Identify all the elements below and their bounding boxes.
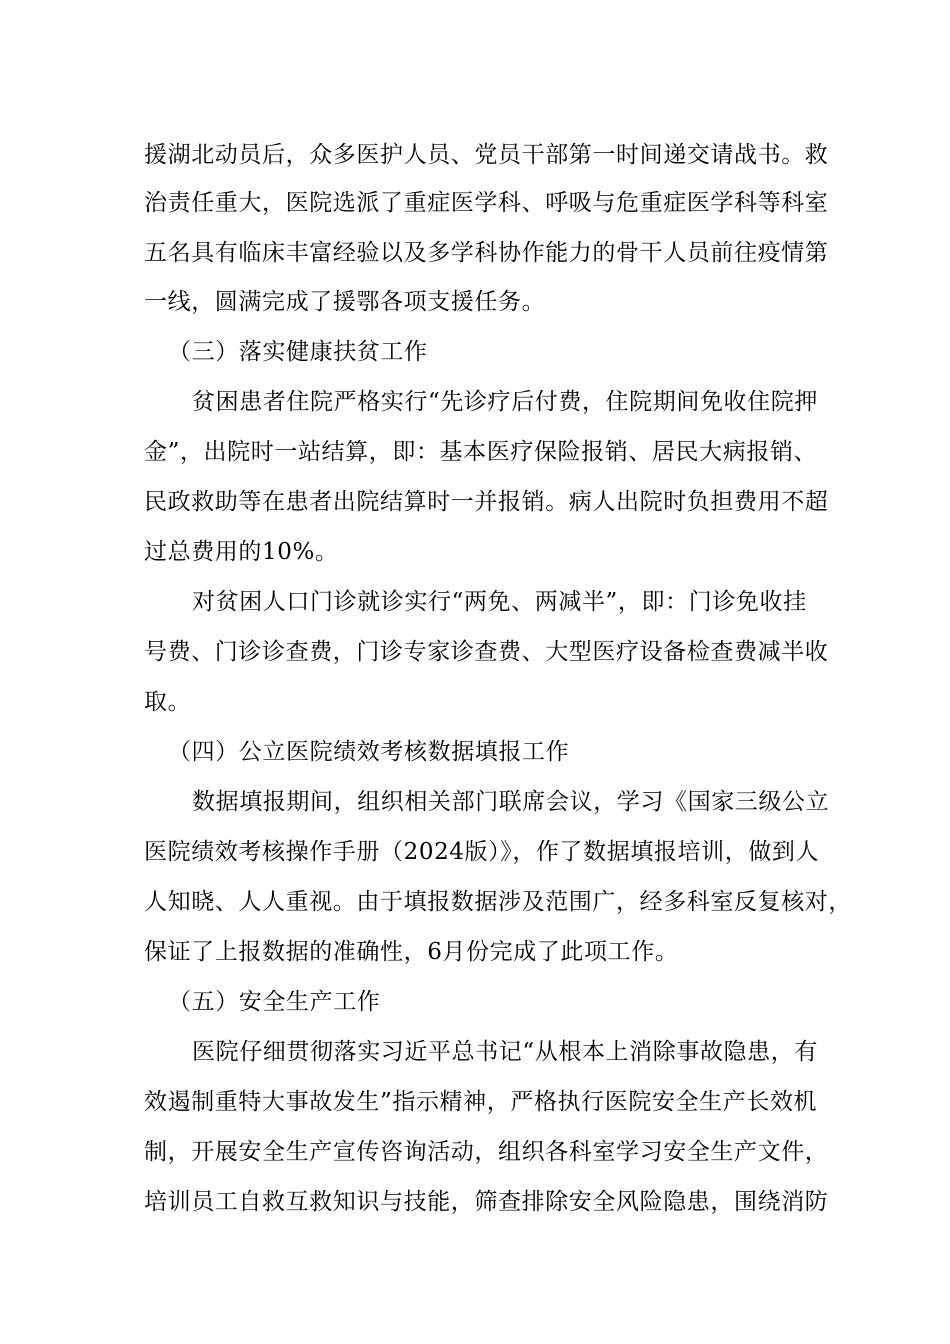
paragraph-line: 五名具有临床丰富经验以及多学科协作能力的骨干人员前往疫情第 xyxy=(144,240,829,266)
paragraph-line: 制，开展安全生产宣传咨询活动，组织各科室学习安全生产文件， xyxy=(144,1139,829,1165)
paragraph-line: 号费、门诊诊查费，门诊专家诊查费、大型医疗设备检查费减半收 xyxy=(144,639,829,665)
paragraph-line: 民政救助等在患者出院结算时一并报销。病人出院时负担费用不超 xyxy=(144,489,829,515)
section-heading: （三）落实健康扶贫工作 xyxy=(168,339,428,365)
paragraph-line: 援湖北动员后，众多医护人员、党员干部第一时间递交请战书。救 xyxy=(144,142,829,168)
paragraph-line: 保证了上报数据的准确性，6月份完成了此项工作。 xyxy=(144,939,679,965)
paragraph-line: 培训员工自救互救知识与技能，筛查排除安全风险隐患，围绕消防 xyxy=(144,1189,829,1215)
paragraph-line: 效遏制重特大事故发生”指示精神，严格执行医院安全生产长效机 xyxy=(144,1089,818,1115)
paragraph-line: 医院绩效考核操作手册（2024版）》，作了数据填报培训，做到人 xyxy=(144,839,820,865)
section-heading: （五）安全生产工作 xyxy=(168,989,381,1015)
paragraph-line: 人知晓、人人重视。由于填报数据涉及范围广，经多科室反复核对， xyxy=(144,889,852,915)
paragraph-line: 取。 xyxy=(144,689,192,715)
paragraph-line: 一线，圆满完成了援鄂各项支援任务。 xyxy=(144,289,546,315)
paragraph-line: 贫困患者住院严格实行“先诊疗后付费，住院期间免收住院押 xyxy=(192,389,818,415)
paragraph-line: 数据填报期间，组织相关部门联席会议，学习《国家三级公立 xyxy=(192,789,830,815)
paragraph-line: 医院仔细贯彻落实习近平总书记“从根本上消除事故隐患，有 xyxy=(192,1039,818,1065)
section-heading: （四）公立医院绩效考核数据填报工作 xyxy=(168,739,570,765)
paragraph-line: 过总费用的10%。 xyxy=(144,539,339,565)
paragraph-line: 对贫困人口门诊就诊实行“两免、两减半”，即：门诊免收挂 xyxy=(192,589,807,615)
paragraph-line: 金”，出院时一站结算，即：基本医疗保险报销、居民大病报销、 xyxy=(144,439,818,465)
paragraph-line: 治责任重大，医院选派了重症医学科、呼吸与危重症医学科等科室 xyxy=(144,190,829,216)
